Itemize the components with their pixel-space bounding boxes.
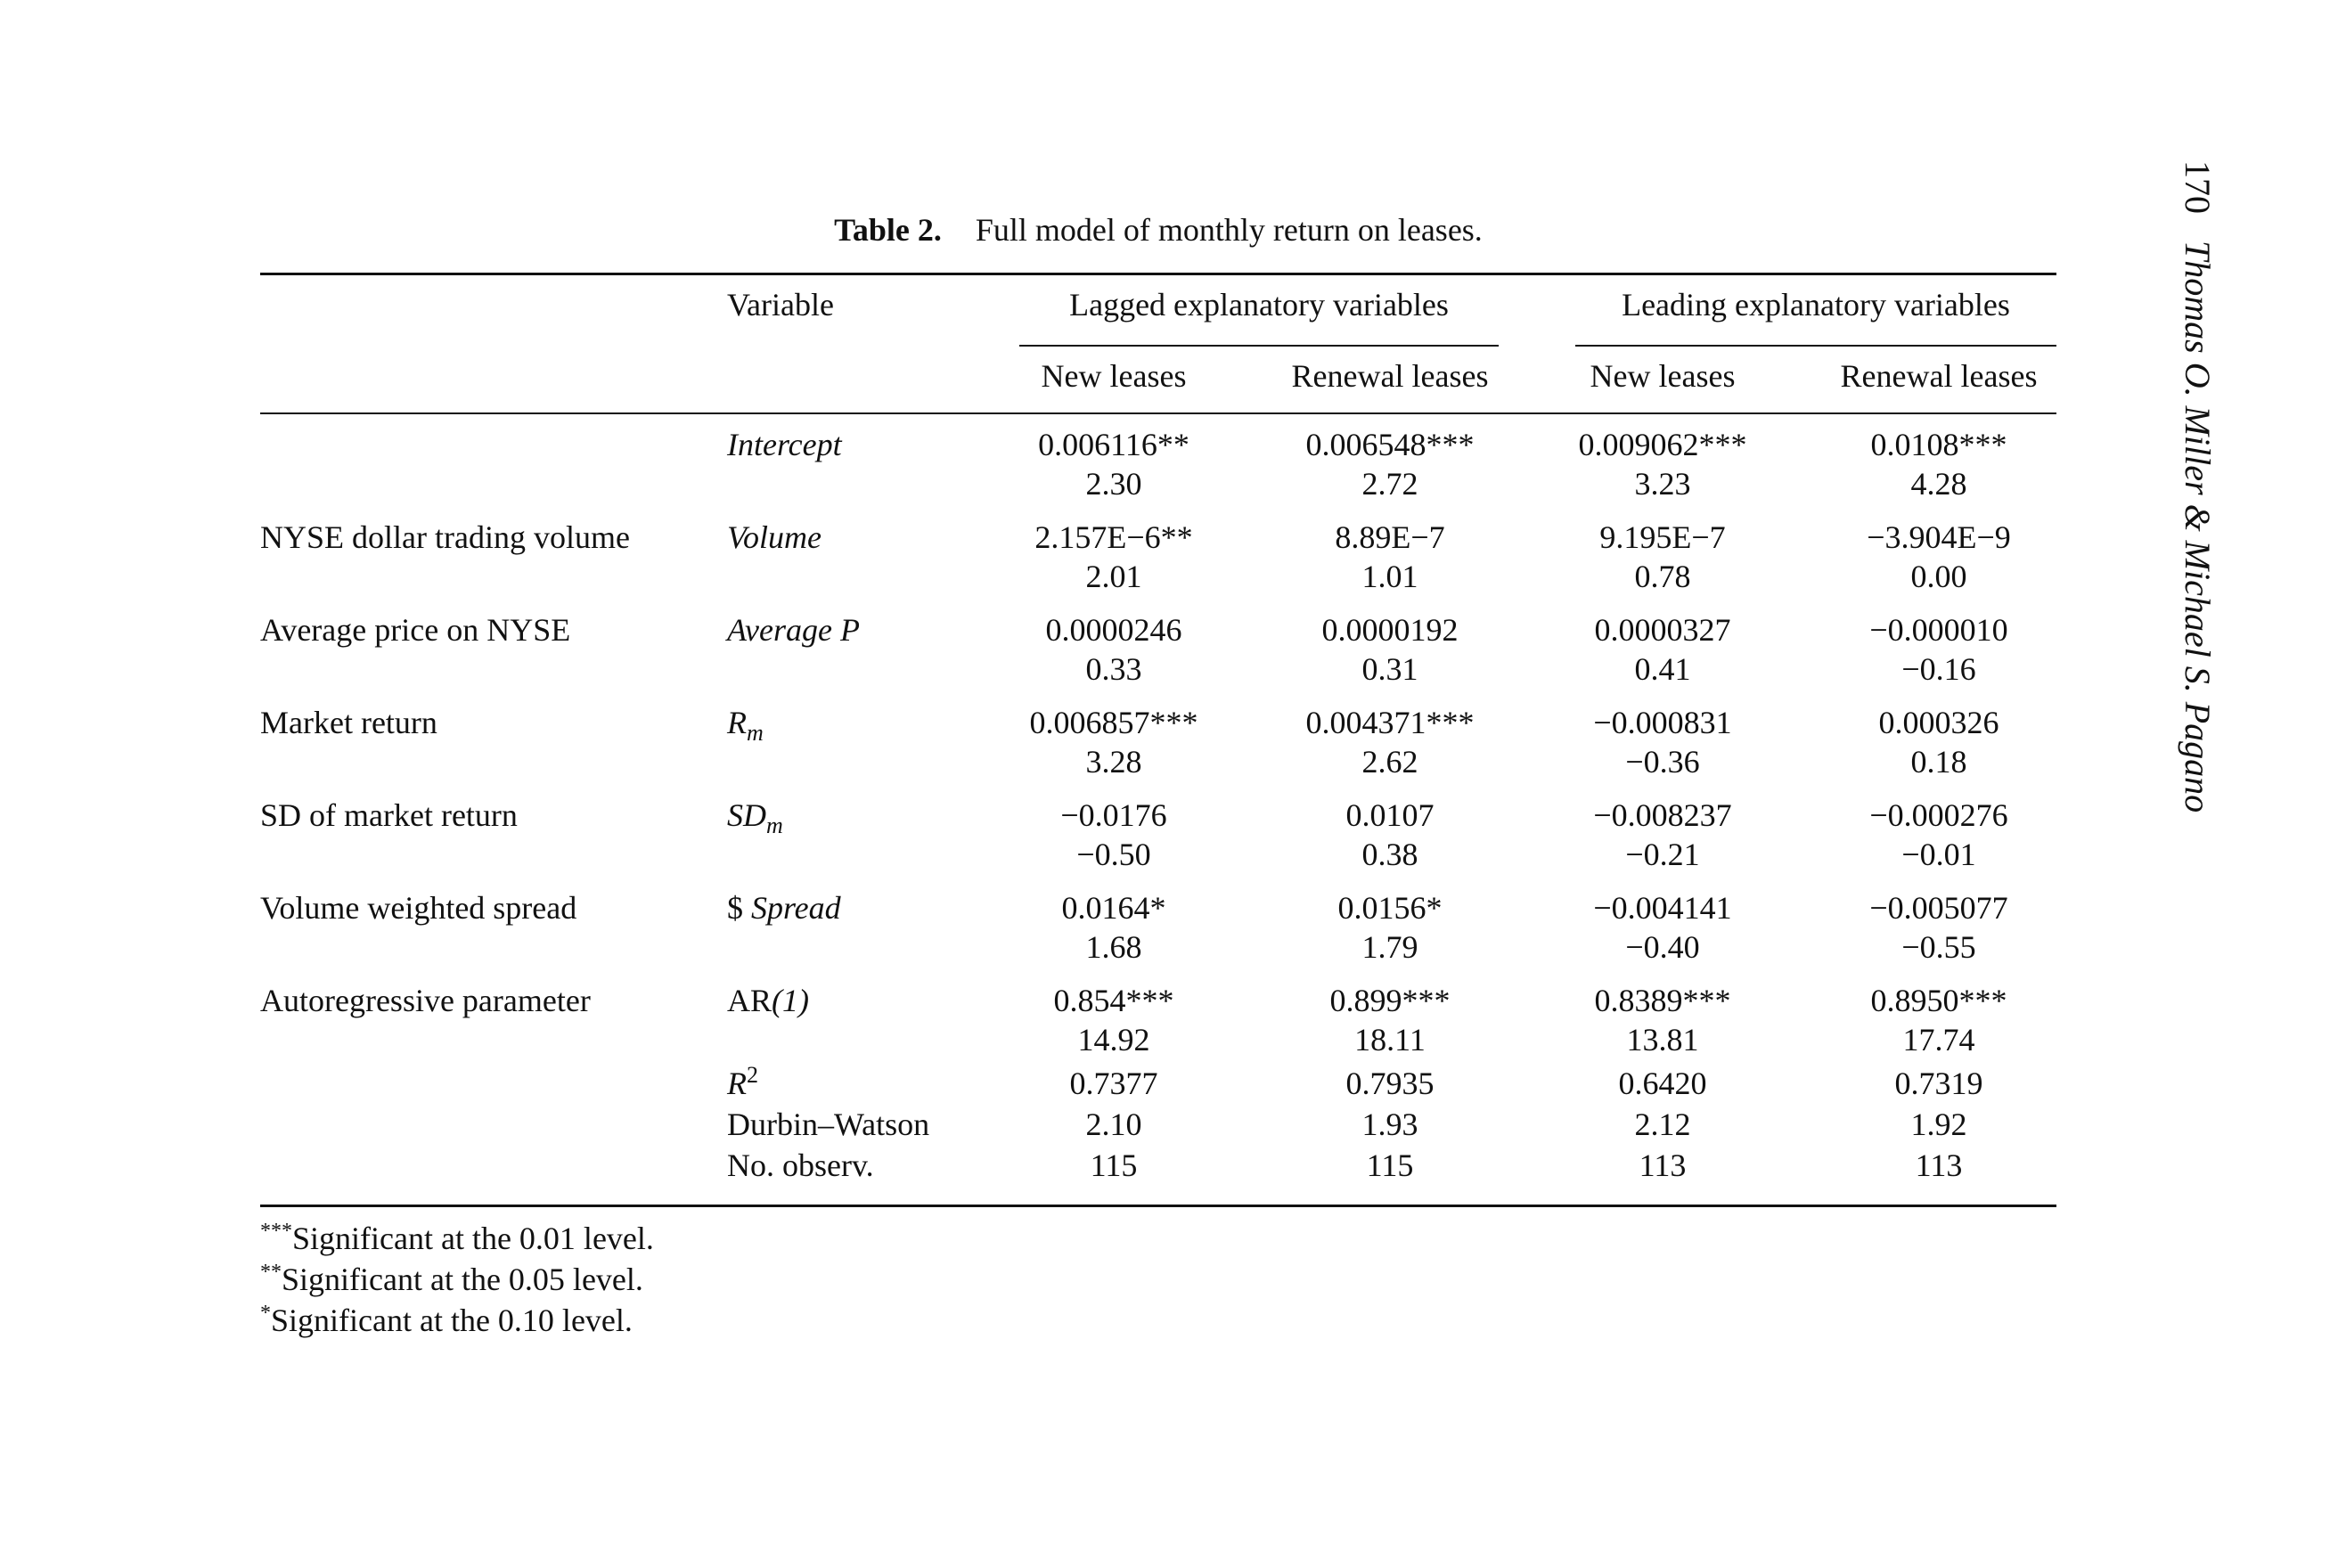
stat-label-r-squared: $R^2$: [727, 1062, 758, 1101]
row-description: SD of market return: [260, 797, 518, 833]
stat-cell: 115: [1366, 1147, 1414, 1183]
tstat-cell: −0.50: [1076, 837, 1151, 872]
footnote: *Significant at the 0.10 level.: [260, 1302, 633, 1338]
header-col-leading-renewal: Renewal leases: [1840, 358, 2038, 394]
tstat-cell: 0.41: [1634, 651, 1691, 687]
coef-cell: −3.904E−9: [1867, 519, 2011, 555]
tstat-cell: 14.92: [1077, 1022, 1150, 1058]
tstat-cell: 1.01: [1361, 559, 1418, 594]
tstat-cell: −0.01: [1901, 837, 1976, 872]
tstat-cell: 2.72: [1361, 466, 1418, 502]
coef-cell: 0.000326: [1878, 705, 1999, 740]
tstat-cell: 0.00: [1910, 559, 1967, 594]
page-number: 170: [2178, 160, 2218, 214]
stat-cell: 2.10: [1085, 1107, 1142, 1142]
coef-cell: 0.0000327: [1594, 612, 1731, 648]
variable-symbol: Average P: [727, 612, 860, 648]
tstat-cell: 2.01: [1085, 559, 1142, 594]
row-description: Market return: [260, 705, 437, 740]
stat-cell: 113: [1915, 1147, 1963, 1183]
tstat-cell: −0.21: [1625, 837, 1700, 872]
coef-cell: 0.009062***: [1578, 427, 1747, 462]
lagged-group-rule: [1019, 345, 1499, 347]
row-description: Volume weighted spread: [260, 890, 577, 926]
coef-cell: −0.008237: [1593, 797, 1732, 833]
stat-cell: 0.7319: [1894, 1066, 1983, 1101]
coef-cell: 0.0000192: [1321, 612, 1459, 648]
tstat-cell: 2.30: [1085, 466, 1142, 502]
variable-symbol: Volume: [727, 519, 822, 555]
leading-group-rule: [1575, 345, 2056, 347]
table-caption: [260, 210, 2056, 249]
tstat-cell: 0.18: [1910, 744, 1967, 780]
variable-symbol: $ Spread: [727, 890, 841, 926]
table-caption-label: Table 2.: [834, 212, 942, 248]
tstat-cell: 0.38: [1361, 837, 1418, 872]
tstat-cell: 13.81: [1626, 1022, 1699, 1058]
coef-cell: −0.0176: [1060, 797, 1167, 833]
header-col-lagged-new: New leases: [1041, 358, 1187, 394]
tstat-cell: 0.78: [1634, 559, 1691, 594]
tstat-cell: 1.68: [1085, 929, 1142, 965]
tstat-cell: 3.28: [1085, 744, 1142, 780]
tstat-cell: 0.31: [1361, 651, 1418, 687]
variable-symbol: AR(1): [727, 983, 809, 1018]
tstat-cell: −0.16: [1901, 651, 1976, 687]
variable-symbol: $R_m$: [727, 705, 764, 747]
table-bottom-rule: [260, 1205, 2056, 1207]
stat-cell: 0.7935: [1345, 1066, 1435, 1101]
tstat-cell: 18.11: [1354, 1022, 1426, 1058]
tstat-cell: 1.79: [1361, 929, 1418, 965]
coef-cell: 0.004371***: [1305, 705, 1475, 740]
coef-cell: 0.8950***: [1870, 983, 2007, 1018]
tstat-cell: 0.33: [1085, 651, 1142, 687]
coef-cell: 8.89E−7: [1335, 519, 1445, 555]
coef-cell: 0.0164*: [1061, 890, 1166, 926]
running-head: [2178, 160, 2217, 813]
header-col-leading-new: New leases: [1590, 358, 1736, 394]
stat-cell: 0.7377: [1069, 1066, 1158, 1101]
stat-cell: 115: [1090, 1147, 1138, 1183]
tstat-cell: −0.40: [1625, 929, 1700, 965]
variable-symbol: $SD_m$: [727, 797, 783, 839]
header-col-lagged-renewal: Renewal leases: [1291, 358, 1489, 394]
stat-label-observations: No. observ.: [727, 1147, 874, 1183]
coef-cell: 0.0107: [1345, 797, 1435, 833]
tstat-cell: 2.62: [1361, 744, 1418, 780]
row-description: Average price on NYSE: [260, 612, 571, 648]
coef-cell: 0.006857***: [1029, 705, 1198, 740]
coef-cell: 0.8389***: [1594, 983, 1731, 1018]
stat-cell: 113: [1639, 1147, 1687, 1183]
coef-cell: −0.000831: [1593, 705, 1732, 740]
tstat-cell: −0.36: [1625, 744, 1700, 780]
stat-cell: 1.92: [1910, 1107, 1967, 1142]
coef-cell: 0.006116**: [1038, 427, 1189, 462]
table-header-rule: [260, 412, 2056, 414]
coef-cell: −0.004141: [1593, 890, 1732, 926]
stat-cell: 0.6420: [1618, 1066, 1707, 1101]
coef-cell: 9.195E−7: [1599, 519, 1726, 555]
header-variable: Variable: [727, 287, 834, 323]
row-description: Autoregressive parameter: [260, 983, 591, 1018]
running-head-authors: Thomas O. Miller & Michael S. Pagano: [2178, 241, 2218, 813]
table-caption-text: Full model of monthly return on leases.: [975, 212, 1483, 248]
tstat-cell: −0.55: [1901, 929, 1976, 965]
coef-cell: 0.0156*: [1337, 890, 1443, 926]
footnote: ***Significant at the 0.01 level.: [260, 1220, 654, 1256]
variable-symbol: Intercept: [727, 427, 842, 462]
header-lagged-group: Lagged explanatory variables: [1069, 287, 1449, 323]
coef-cell: −0.000276: [1869, 797, 2008, 833]
header-leading-group: Leading explanatory variables: [1622, 287, 2010, 323]
coef-cell: 2.157E−6**: [1034, 519, 1193, 555]
stat-cell: 2.12: [1634, 1107, 1691, 1142]
row-description: NYSE dollar trading volume: [260, 519, 630, 555]
stat-label-durbin-watson: Durbin–Watson: [727, 1107, 930, 1142]
coef-cell: −0.005077: [1869, 890, 2008, 926]
tstat-cell: 17.74: [1902, 1022, 1975, 1058]
coef-cell: 0.006548***: [1305, 427, 1475, 462]
stat-cell: 1.93: [1361, 1107, 1418, 1142]
coef-cell: 0.854***: [1053, 983, 1174, 1018]
tstat-cell: 4.28: [1910, 466, 1967, 502]
table-top-rule: [260, 273, 2056, 275]
coef-cell: 0.899***: [1329, 983, 1451, 1018]
coef-cell: −0.000010: [1869, 612, 2008, 648]
coef-cell: 0.0000246: [1045, 612, 1182, 648]
tstat-cell: 3.23: [1634, 466, 1691, 502]
coef-cell: 0.0108***: [1870, 427, 2007, 462]
footnote: **Significant at the 0.05 level.: [260, 1261, 643, 1297]
